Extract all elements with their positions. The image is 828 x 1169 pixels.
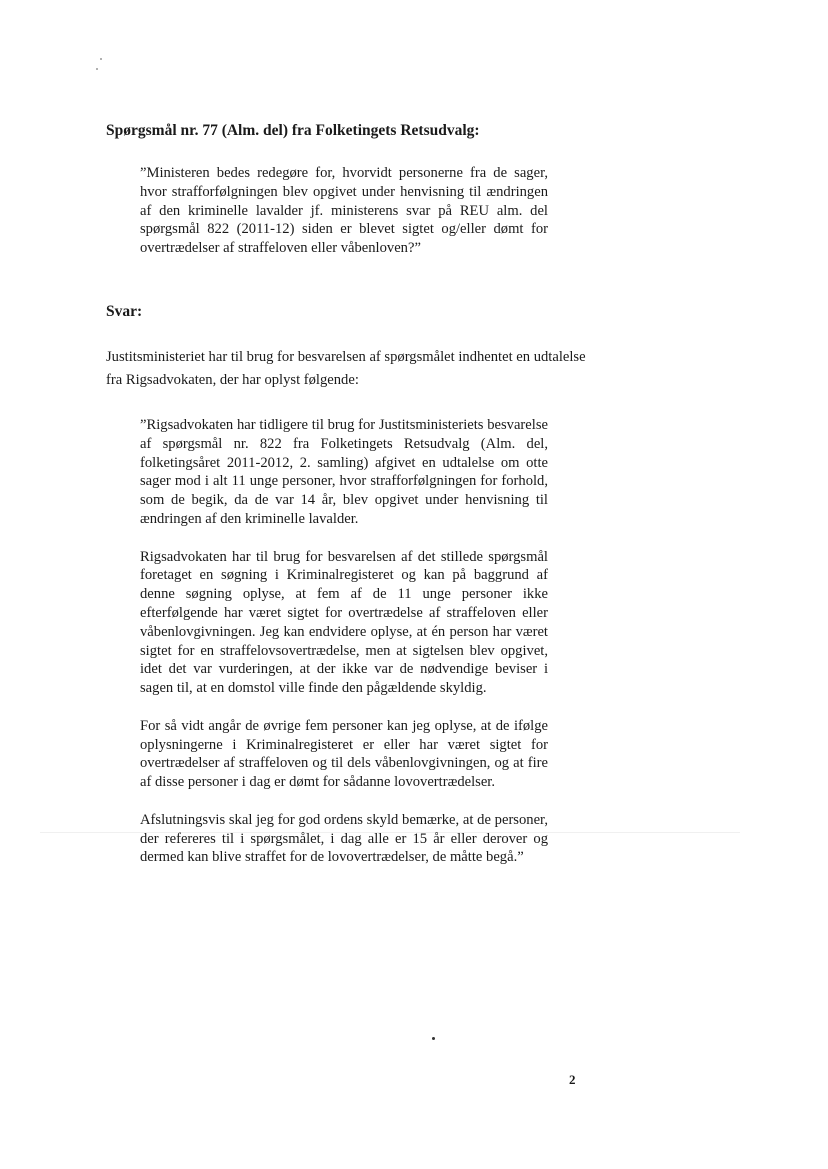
answer-paragraph-1: ”Rigsadvokaten har tidligere til brug for Justitsministeriets besvarelse af spørgsmål nr. 822 fra Folketingets Retsudvalg (Alm. del, folketingsåret 2011-2012, 2. samling) afgivet en udtalelse om otte sager mod i alt 11 unge personer, hvor strafforfølgningen for forhold, som de begik, da de var 14 år, blev opgivet under henvisning til ændringen af den kriminelle lavalder. bbox=[140, 417, 548, 527]
scan-speck bbox=[432, 1037, 435, 1040]
answer-intro: Justitsministeriet har til brug for besvarelsen af spørgsmålet indhentet en udtalelse fra Rigsadvokaten, der har oplyst følgende: bbox=[106, 349, 586, 388]
answer-paragraph-3: For så vidt angår de øvrige fem personer kan jeg oplyse, at de ifølge oplysningerne i Kriminalregisteret er eller har været sigtet for overtrædelser af straffeloven og til dels våbenlovgivningen, og at fire af disse personer i dag er dømt for sådanne lovovertrædelser. bbox=[140, 717, 548, 791]
question-text: ”Ministeren bedes redegøre for, hvorvidt personerne fra de sager, hvor strafforfølgningen blev opgivet under henvisning til ændringen af den kriminelle lavalder jf. ministerens svar på REU alm. del spørgsmål 822 (2011-12) siden er blevet sigtet og/eller dømt for overtrædelser af straffeloven eller våbenloven?” bbox=[140, 165, 548, 257]
scan-speck bbox=[96, 68, 98, 70]
answer-paragraph-2: Rigsadvokaten har til brug for besvarelsen af det stillede spørgsmål foretaget en søgning i Kriminalregisteret og kan på baggrund af denne søgning oplyse, at fem af de 11 unge personer ikke efterfølgende har været sigtet for overtrædelse af straffeloven eller våbenlovgivningen. Jeg kan endvidere oplyse, at én person har været sigtet for en straffelovsovertrædelse, men at sigtelsen blev opgivet, idet det var vurderingen, at der ikke var de nødvendige beviser i sagen til, at en domstol ville finde den pågældende skyldig. bbox=[140, 548, 548, 697]
answer-paragraph-4: Afslutningsvis skal jeg for god ordens skyld bemærke, at de personer, der refereres til i spørgsmålet, i dag alle er 15 år eller derover og dermed kan blive straffet for de lovovertrædelser, de måtte begå.” bbox=[140, 811, 548, 866]
scan-speck bbox=[100, 58, 102, 60]
answer-label: Svar: bbox=[106, 303, 143, 320]
answer-quote bbox=[140, 416, 548, 867]
question-quote bbox=[140, 164, 548, 258]
page-number: 2 bbox=[569, 1072, 576, 1087]
question-heading: Spørgsmål nr. 77 (Alm. del) fra Folketingets Retsudvalg: bbox=[106, 122, 480, 139]
